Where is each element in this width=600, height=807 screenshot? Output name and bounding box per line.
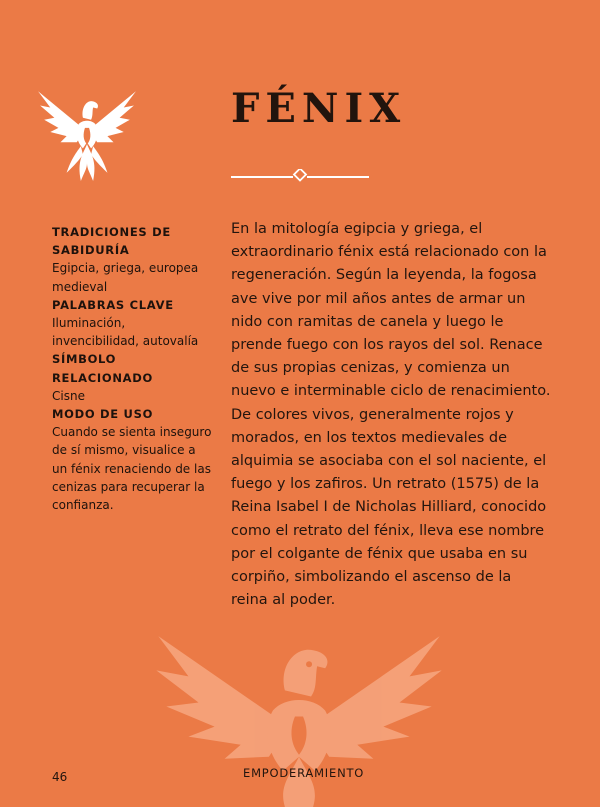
- sidebar-section-symbol: [52, 350, 212, 405]
- info-sidebar: [52, 223, 212, 514]
- page-title: FÉNIX: [231, 85, 407, 132]
- usage-label: MODO DE USO: [52, 407, 154, 422]
- usage-value: Cuando se sienta inseguro de sí mismo, visualice a un fénix renaciendo de las cenizas para recuperar la confianza.: [52, 425, 212, 513]
- traditions-value: Egipcia, griega, europea medieval: [52, 261, 199, 294]
- chapter-label: EMPODERAMIENTO: [243, 766, 365, 780]
- traditions-label: TRADICIONES DE SABIDURÍA: [52, 225, 171, 258]
- main-body-text: En la mitología egipcia y griega, el extraordinario fénix está relacionado con la regeneración. Según la leyenda, la fogosa ave vive por mil años antes de armar un nido con ramitas de canela y luego le prende fuego con los rayos del sol. Renace de sus propias cenizas, y comienza un nuevo e interminable ciclo de renacimiento. De colores vivos, generalmente rojos y morados, en los textos medievales de alquimia se asociaba con el sol naciente, el fuego y los zafiros. Un retrato (1575) de la Reina Isabel I de Nicholas Hilliard, conocido como el retrato del fénix, lleva ese nombre por el colgante de fénix que usaba en su corpiño, simbolizando el ascenso de la reina al poder.: [231, 221, 551, 609]
- page-number: 46: [52, 770, 68, 784]
- symbol-label: SÍMBOLO RELACIONADO: [52, 352, 153, 385]
- symbol-value: Cisne: [52, 388, 85, 403]
- phoenix-icon: [36, 80, 138, 184]
- sidebar-section-keywords: [52, 296, 212, 351]
- keywords-value: Iluminación, invencibilidad, autovalía: [52, 316, 199, 349]
- sidebar-section-usage: [52, 405, 212, 514]
- sidebar-section-traditions: [52, 223, 212, 296]
- keywords-label: PALABRAS CLAVE: [52, 297, 174, 312]
- title-divider: [231, 169, 369, 185]
